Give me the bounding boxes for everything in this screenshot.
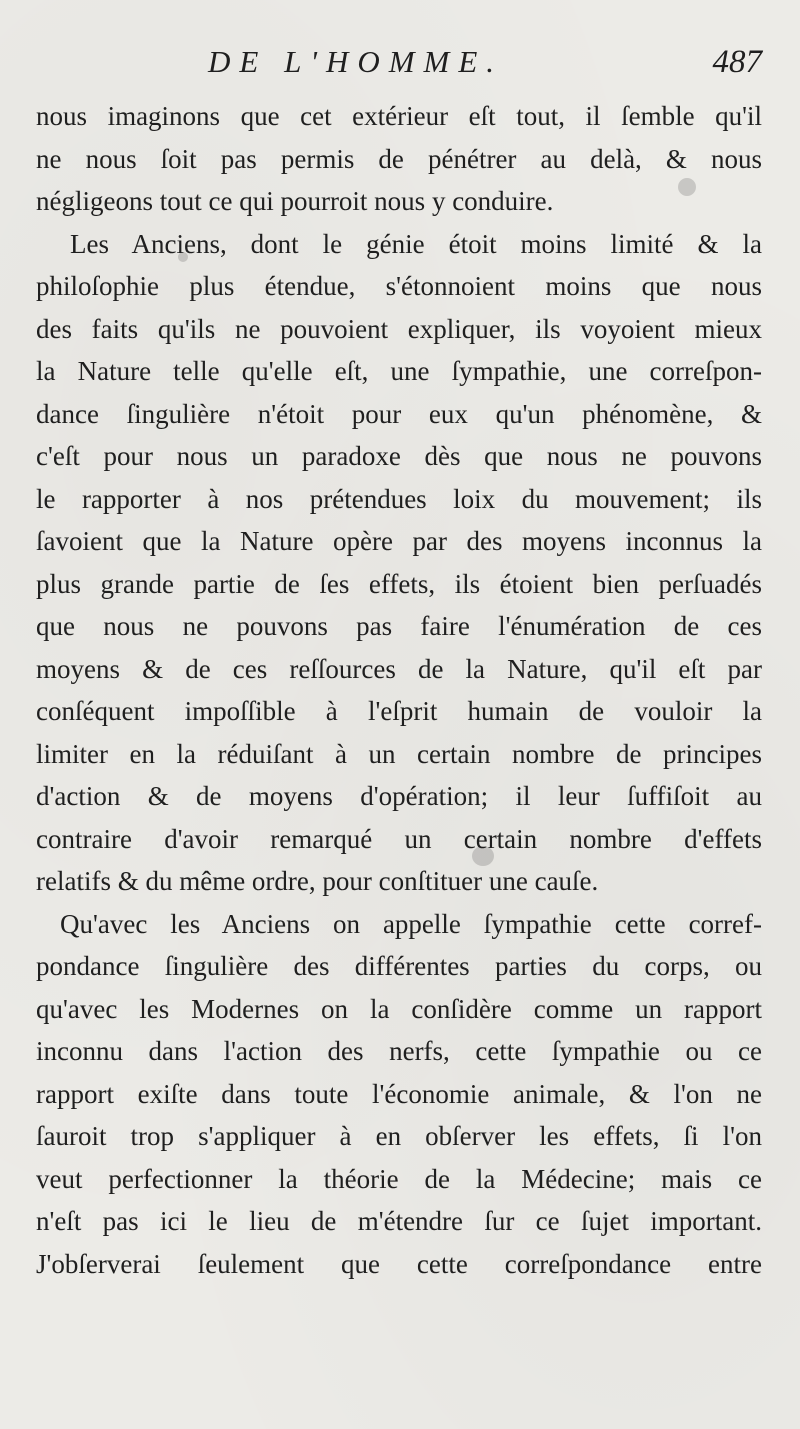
ink-spot [472,846,494,866]
page-number: 487 [712,44,762,80]
text-line: nous imaginons que cet extérieur eſt tout, il ſemble qu'il [36,101,762,131]
text-line: que nous ne pouvons pas faire l'énumération de ces [36,611,762,641]
text-line: des faits qu'ils ne pouvoient expliquer, ils voyoient mieux [36,313,762,344]
text-line: d'action & de moyens d'opération; il leur ſuffiſoit au [36,781,762,811]
text-line: qu'avec les Modernes on la conſidère comme un rapport [36,993,762,1024]
text-line: moyens & de ces reſſources de la Nature, qu'il eſt par [36,653,762,684]
text-line: philoſophie plus étendue, s'étonnoient moins que nous [36,271,762,301]
text-line: négligeons tout ce qui pourroit nous y conduire. [36,186,554,216]
text-line: conſéquent impoſſible à l'eſprit humain de vouloir la [36,696,762,726]
text-line: la Nature telle qu'elle eſt, une ſympathie, une correſpon- [36,356,762,386]
text-line: rapport exiſte dans toute l'économie animale, & l'on ne [36,1078,762,1109]
ink-spot [678,178,696,196]
text-line: n'eſt pas ici le lieu de m'étendre ſur ce ſujet important. [36,1206,762,1236]
text-line: dance ſingulière n'étoit pour eux qu'un phénomène, & [36,398,762,429]
body-text [36,95,762,1285]
page-header [36,40,762,92]
text-line: inconnu dans l'action des nerfs, cette ſympathie ou ce [36,1036,762,1066]
text-line: plus grande partie de ſes effets, ils étoient bien perſuadés [36,568,762,599]
text-line: ſauroit trop s'appliquer à en obſerver les effets, ſi l'on [36,1121,762,1151]
text-line: J'obſerverai ſeulement que cette correſpondance entre [36,1248,762,1279]
text-line: pondance ſingulière des différentes parties du corps, ou [36,951,762,981]
text-line: ſavoient que la Nature opère par des moyens inconnus la [36,526,762,556]
text-line: le rapporter à nos prétendues loix du mouvement; ils [36,483,762,514]
text-line: relatifs & du même ordre, pour conſtituer une cauſe. [36,866,599,896]
text-line: veut perfectionner la théorie de la Médecine; mais ce [36,1163,762,1194]
text-line: contraire d'avoir remarqué un certain nombre d'effets [36,823,762,854]
paragraph-first-line: Qu'avec les Anciens on appelle ſympathie cette corref- [60,908,762,939]
running-head: DE L'HOMME. [208,44,504,79]
paragraph-first-line: Les Anciens, dont le génie étoit moins limité & la [70,228,762,259]
text-line: c'eſt pour nous un paradoxe dès que nous ne pouvons [36,441,762,471]
text-line: limiter en la réduiſant à un certain nombre de principes [36,738,762,769]
text-line: ne nous ſoit pas permis de pénétrer au delà, & nous [36,143,762,174]
ink-spot [178,252,188,262]
